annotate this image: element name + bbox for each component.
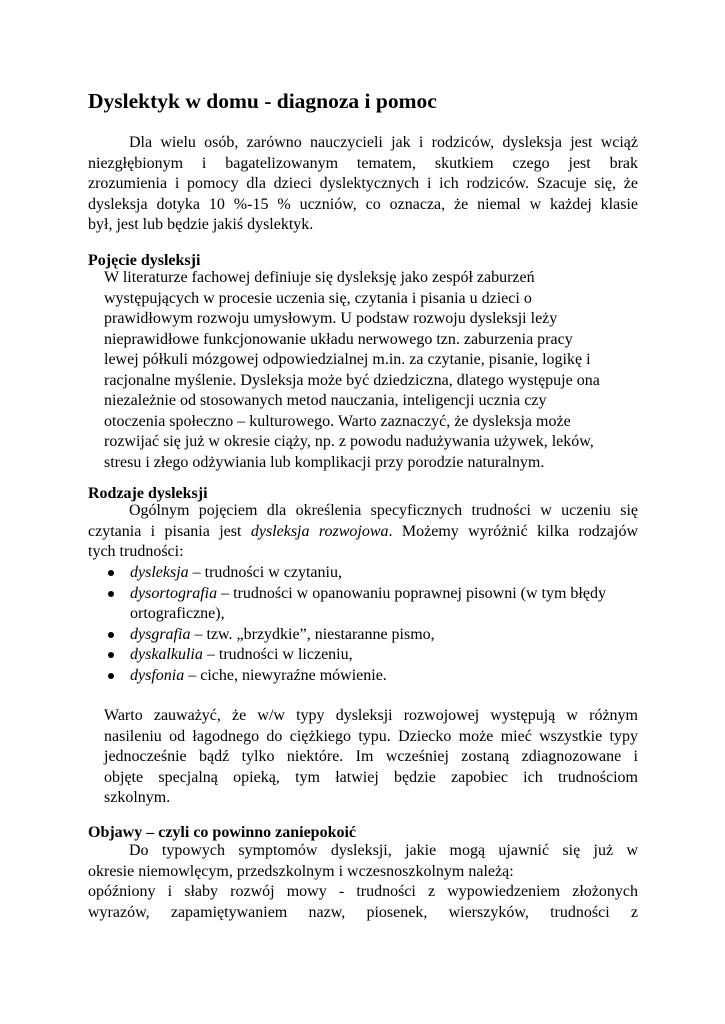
list-item (104, 666, 644, 687)
list-item (104, 563, 644, 584)
bullet-icon (108, 591, 114, 597)
type-term: dysortografia (130, 584, 218, 602)
paragraph-line: objęte specjalną opieką, tym łatwiej będzie zapobiec ich trudnościom (104, 768, 638, 786)
text-run: . Możemy wyróżnić kilka rodzajów (388, 522, 639, 540)
type-term: dysgrafia (130, 625, 191, 643)
paragraph-line: lewej półkuli mózgowej odpowiedzialnej m.in. za czytanie, pisanie, logikę i (104, 351, 591, 368)
paragraph-line: Ogólnym pojęciem dla określenia specyficznych trudności w uczeniu się (129, 502, 638, 519)
list-item (104, 645, 644, 666)
paragraph-line: jednocześnie bądź tylko niektóre. Im wcześniej zostaną zdiagnozowane i (104, 748, 638, 765)
intro-line: Dla wielu osób, zarówno nauczycieli jak i rodziców, dysleksja jest wciąż (129, 134, 638, 151)
paragraph-line: Do typowych symptomów dysleksji, jakie mogą ujawnić się już w (129, 842, 638, 859)
paragraph-line: Warto zauważyć, że w/w typy dysleksji rozwojowej występują w różnym (104, 707, 638, 724)
section-heading-objawy: Objawy – czyli co powinno zaniepokoić (88, 824, 357, 841)
section-objawy-paragraph (88, 841, 638, 923)
type-term: dysleksja (130, 564, 189, 581)
paragraph-line: opóźniony i słaby rozwój mowy - trudności z wypowiedzeniem złożonych (88, 883, 638, 900)
bullet-icon (108, 632, 114, 638)
paragraph-line: W literaturze fachowej definiuje się dysleksję jako zespół zaburzeń (104, 269, 535, 286)
section-rodzaje-intro (88, 501, 638, 563)
intro-line: był, jest lub będzie jakiś dyslektyk. (88, 216, 314, 233)
dyslexia-types-list (104, 563, 644, 686)
paragraph-line: prawidłowym rozwoju umysłowym. U podstaw rozwoju dysleksji leży (104, 310, 558, 327)
paragraph-line: nieprawidłowe funkcjonowanie układu nerwowego tzn. zaburzenia pracy (104, 330, 573, 348)
bullet-icon (108, 673, 114, 679)
section-heading-pojecie: Pojęcie dysleksji (88, 252, 201, 269)
paragraph-line (88, 522, 638, 543)
type-desc: – trudności w liczeniu, (202, 646, 353, 663)
bullet-icon (108, 570, 114, 576)
paragraph-line: występujących w procesie uczenia się, czytania i pisania u dzieci o (104, 289, 532, 307)
type-desc: – trudności w opanowaniu poprawnej pisowni (w tym błędy (217, 584, 606, 602)
type-desc-continued: ortograficzne), (130, 605, 225, 622)
intro-paragraph (88, 133, 638, 236)
paragraph-line: okresie niemowlęcym, przedszkolnym i wczesnoszkolnym należą: (88, 862, 514, 880)
intro-line: dysleksja dotyka 10 %-15 % uczniów, co oznacza, że niemal w każdej klasie (88, 195, 638, 213)
paragraph-line: tych trudności: (88, 543, 184, 560)
bullet-icon (108, 652, 114, 658)
list-item (104, 625, 644, 646)
section-rodzaje-note (104, 706, 638, 809)
paragraph-line: racjonalne myślenie. Dysleksja może być dziedziczna, dlatego występuje ona (104, 371, 600, 389)
paragraph-line: nasileniu od łagodnego do ciężkiego typu. Dziecko może mieć wszystkie typy (104, 727, 638, 745)
type-desc: – trudności w czytaniu, (188, 564, 342, 581)
document-title: Dyslektyk w domu - diagnoza i pomoc (88, 89, 437, 113)
emphasis-term: dysleksja rozwojowa (250, 522, 389, 540)
intro-line: zrozumienia i pomocy dla dzieci dyslektycznych i ich rodziców. Szacuje się, że (88, 175, 638, 192)
paragraph-line: wyrazów, zapamiętywaniem nazw, piosenek, wierszyków, trudności z (88, 903, 638, 921)
paragraph-line: stresu i złego odżywiania lub komplikacji przy porodzie naturalnym. (104, 453, 545, 471)
paragraph-line: otoczenia społeczno – kulturowego. Warto zaznaczyć, że dysleksja może (104, 412, 571, 430)
text-run: czytania i pisania jest (88, 522, 251, 540)
paragraph-line: szkolnym. (104, 789, 171, 806)
type-term: dysfonia (130, 666, 185, 684)
section-heading-rodzaje: Rodzaje dysleksji (88, 485, 208, 502)
intro-line: niezgłębionym i bagatelizowanym tematem, skutkiem czego jest brak (88, 154, 638, 172)
section-pojecie-paragraph (104, 268, 644, 473)
paragraph-line: niezależnie od stosowanych metod nauczania, inteligencji ucznia czy (104, 392, 547, 409)
type-term: dyskalkulia (130, 646, 203, 663)
paragraph-line: rozwijać się już w okresie ciąży, np. z powodu nadużywania używek, leków, (104, 433, 594, 450)
type-desc: – tzw. „brzydkie”, niestaranne pismo, (190, 625, 435, 643)
type-desc: – ciche, niewyraźne mówienie. (184, 666, 387, 684)
list-item (104, 584, 644, 625)
